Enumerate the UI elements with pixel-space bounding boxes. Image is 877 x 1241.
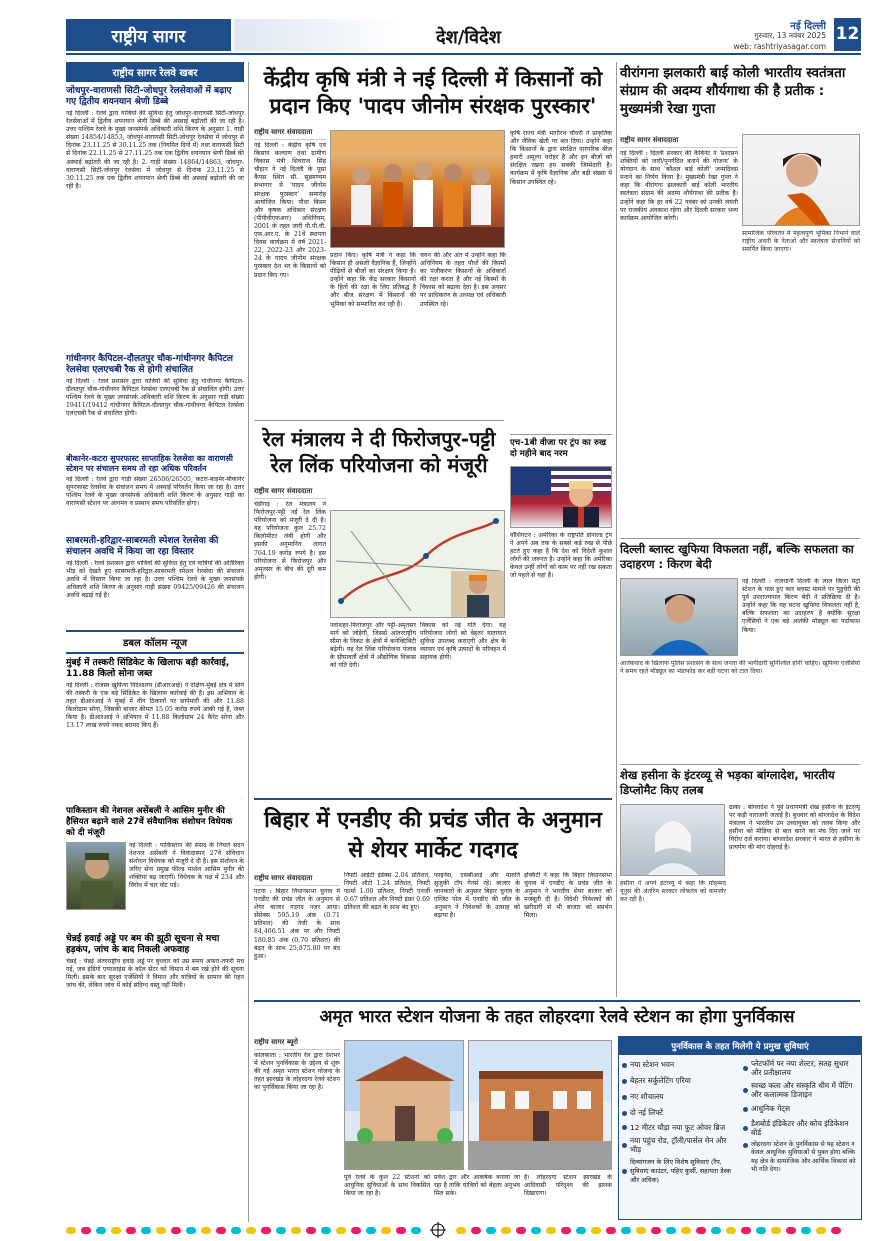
lead-story-bottom-rule	[254, 420, 504, 421]
date-label: गुरुवार, 13 नवंबर 2025	[754, 31, 826, 40]
kiran-bedi-col-bottom	[620, 660, 860, 760]
facility-item: 12 मीटर चौड़ा नया फुट ओवर ब्रिज	[622, 1121, 739, 1134]
gold-story-body: नई दिल्ली : राजस्व खुफिया निदेशालय (डीआरआई) ने दक्षिण-मुंबई क्षेत्र में सोने की तस्करी के एक बड़े सिंडिकेट के खिलाफ कार्रवाई की है। इस अभियान के तहत डीआरआई ने मुंबई में तीन ठिकानों पर छापेमारी की और 11.88 किलोग्राम सोना, जिसकी बाजार कीमत 15.05 करोड़ रुपये आंकी गई है, जब्त किया है। डीआरआई ने अभियान में 11.88 किलोग्राम 24 कैरेट सोना और 13.17 लाख रुपये नकद बरामद किए हैं।	[66, 682, 244, 730]
facility-item: आधुनिक गेट्स	[743, 1101, 858, 1117]
lead-story-col3	[420, 252, 506, 416]
amrit-story-body-col2: पूर्व रेलवे के कुल 22 स्टेशनों को आधुनिक सुविधाओं के साथ विकसित किया जा रहा है।	[344, 1174, 430, 1198]
hasina-headline: शेख हसीना के इंटरव्यू से भड़का बांग्लादेश, भारतीय डिप्लोमैट किए तलब	[620, 768, 835, 797]
amrit-story-body-col4: है। लोहरदगा स्टेशन झारखंड के आदिवासी परिदृश्य की झलक दिखाएगा।	[524, 1174, 612, 1198]
facilities-title: पुनर्विकास के तहत मिलेगी ये प्रमुख सुविधाएं	[619, 1037, 861, 1055]
asim-munir-photo	[66, 842, 126, 910]
facility-item: स्वच्छ कला और संस्कृति थीम में पेंटिंग और कलात्मक डिजाइन	[743, 1079, 858, 1101]
trump-photo	[510, 466, 612, 528]
bihar-top-rule	[254, 798, 612, 800]
masthead-pattern	[234, 19, 404, 51]
lead-story-byline: राष्ट्रीय सागर संवाददाता	[254, 126, 326, 140]
rail-story1-body: नई दिल्ली : रेलवे द्वारा यात्रियों की सुविधा हेतु जोधपुर-वाराणसी सिटी-जोधपुर रेलसेवाओं में द्वितीय शयनयान श्रेणी डिब्बे की अस्थाई बढ़ोतरी की जा रही है। उत्तर पश्चिम रेलवे के मुख्य जनसंपर्क अधिकारी शशि किरण के अनुसार 1. गाड़ी संख्या 14854/14853, जोधपुर-वाराणसी सिटी-जोधपुर रेलसेवा में जोधपुर से दिनांक 23.11.25 से 30.11.25 तक (नियमित दिनों में) तथा वाराणसी सिटी से दिनांक 22.11.25 से 27.11.25 तक एक द्वितीय शयनयान श्रेणी डिब्बे की अस्थाई बढ़ोतरी की जा रही है। 2. गाड़ी संख्या 14864/14863, जोधपुर-वाराणसी सिटी-जोधपुर रेलसेवा में जोधपुर से दिनांक 23.11.25 से 30.11.25 तक एक द्वितीय शयनयान श्रेणी डिब्बे की अस्थाई बढ़ोतरी की जा रही है।	[66, 110, 244, 190]
lohardaga-station-photo-1	[344, 1040, 464, 1170]
chennai-story-body: चेन्नई : चेन्नई अंतरराष्ट्रीय हवाई अड्डे पर बुधवार को उस समय अफरा-तफरी मच गई, जब इंडिगो एयरलाइंस के कॉल सेंटर को विमान में बम रखे होने की सूचना मिली। इसके बाद सुरक्षा एजेंसियों ने विमान और यात्रियों के सामान की गहन जांच की, लेकिन जांच में कोई संदिग्ध वस्तु नहीं मिली।	[66, 958, 244, 990]
bullet-icon	[622, 1063, 627, 1068]
amrit-story-col3	[434, 1174, 520, 1218]
lead-story-body-col1: नई दिल्ली : केंद्रीय कृषि एवं किसान कल्याण तथा ग्रामीण विकास मंत्री शिवराज सिंह चौहान ने नई दिल्ली के पूसा कैंपस स्थित सी. सुब्रमण्यम सभागार में 'पादप जीनोम संरक्षक पुरस्कार' समारोह आयोजित किया। पौधा किस्म और कृषक अधिकार संरक्षण (पीपीवीएफआर) अधिनियम, 2001 के तहत जारी पी.पी.वी. एफ.आर.ए. के 21वें स्थापना दिवस कार्यक्रम में वर्ष 2021-22, 2022-23 और 2023-24 के पादप जीनोम संरक्षक पुरस्कार देश भर के किसानों को प्रदान किए गए।	[254, 142, 326, 279]
amrit-story-body-col3: प्रवेश द्वार और आकर्षक बनाया जा रहा है ताकि यात्रियों को बेहतर अनुभव मिल सके।	[434, 1174, 520, 1198]
bihar-story-col4	[524, 872, 612, 994]
rail-story-col2	[330, 622, 416, 792]
facility-item: नए शौचालय	[622, 1089, 739, 1105]
rail-story-headline: रेल मंत्रालय ने दी फिरोजपुर-पट्टी रेल लिंक परियोजना को मंजूरी	[262, 427, 496, 477]
hasina-col-bottom	[620, 880, 726, 994]
facility-item: प्लेटफॉर्म पर नया शेल्टर, सतह सुधार और प्रतीक्षालय	[743, 1057, 858, 1079]
rail-story-col1	[254, 485, 326, 785]
lohardaga-station-photo-2	[468, 1040, 612, 1170]
bullet-icon	[622, 1079, 627, 1084]
hasina-col-right	[729, 804, 860, 994]
facilities-box	[618, 1036, 862, 1220]
amrit-story-byline: राष्ट्रीय सागर ब्यूरो	[254, 1036, 340, 1050]
lead-story-body-col4: कृषि राज्य मंत्री भागीरथ चौधरी ने प्राकृतिक और जैविक खेती पर बल दिया। उन्होंने कहा कि किसानों के द्वारा संरक्षित पारंपरिक बीज हमारी अमूल्य धरोहर हैं और इन बीजों को संरक्षित रखना हम सबकी जिम्मेदारी है। कार्यक्रम में कृषि वैज्ञानिक और बड़ी संख्या में किसान उपस्थित रहे।	[510, 130, 612, 186]
facilities-list-left	[622, 1057, 739, 1187]
column-divider-right	[616, 62, 617, 997]
jhalkari-body-continued: सामाजिक परिवर्तन में महत्वपूर्ण भूमिका निभाने वाले राष्ट्रीय अवनी के नेताओं और स्वतंत्रता सेनानियों को समर्पित किया जाएगा।	[742, 230, 860, 254]
station-building-icon	[469, 1041, 612, 1170]
bihar-story-byline: राष्ट्रीय सागर संवाददाता	[254, 872, 340, 886]
kiran-bedi-photo	[620, 578, 738, 656]
jhalkari-col-right	[742, 230, 860, 530]
amrit-story-headline: अमृत भारत स्टेशन योजना के तहत लोहरदगा रेलवे स्टेशन का होगा पुनर्विकास	[319, 1007, 795, 1027]
masthead-brand-block	[66, 19, 231, 51]
bullet-icon	[743, 1126, 748, 1131]
trump-top-rule	[510, 434, 612, 435]
column-divider-left	[248, 62, 249, 1222]
rail-story-body-col1: चंडीगढ़ : रेल मंत्रालय ने फिरोजपुर-पट्टी नई रेल लिंक परियोजना को मंजूरी दे दी है। यह परियोजना कुल 25.72 किलोमीटर लंबी होगी और इसकी अनुमानित लागत 764.19 करोड़ रुपये है। इस परियोजना से फिरोजपुर और अमृतसर के बीच की दूरी कम होगी।	[254, 501, 326, 581]
rail-story-body-col2: नवांशहर-फिरोजपुर और पट्टी-अमृतसर मार्ग को जोड़ेगी, जिससे आंतरराष्ट्रीय सीमा के निकट के क्षेत्रों में कनेक्टिविटी बढ़ेगी। यह रेल लिंक परियोजना पंजाब के सीमावर्ती क्षेत्रों में औद्योगिक विकास को गति देगी।	[330, 622, 416, 670]
pakistan-story-headline: पाकिस्तान की नेशनल असेंबली ने आसिम मुनीर की हैसियत बढ़ाने वाले 27वें संवैधानिक संशोधन विधेयक को दी मंजूरी	[66, 806, 233, 838]
bullet-icon	[743, 1088, 748, 1093]
jhalkari-byline: राष्ट्रीय सागर संवाददाता	[620, 134, 738, 148]
bihar-story-body-col4: इक्विटी ने कहा कि बिहार विधानसभा चुनाव में एनडीए के प्रचंड जीत के अनुमान ने भारतीय शेयर बाजार को मजबूती दी है। विदेशी निवेशकों की खरीदारी से भी बाजार को समर्थन मिला।	[524, 872, 612, 920]
jhalkari-col-left	[620, 134, 738, 534]
hasina-top-rule	[620, 764, 860, 765]
rail-story3-headline: बीकानेर-कटरा सुपरफास्ट साप्ताहिक रेलसेवा का वाराणसी स्टेशन पर संचालन समय तो रहा अधिक परिवर्तन	[66, 454, 233, 473]
lead-story-col1	[254, 126, 326, 416]
facility-item: लोहरदगा स्टेशन के पुनर्विकास से यह स्टेशन न केवल आधुनिक सुविधाओं से युक्त होगा बल्कि यह क्षेत्र के सामाजिक और आर्थिक विकास को भी गति देगा।	[743, 1139, 858, 1177]
lead-story-headline: केंद्रीय कृषि मंत्री ने नई दिल्ली में किसानों को प्रदान किए 'पादप जीनोम संरक्षक पुरस्कार'	[263, 67, 603, 118]
bihar-story-body-col2: निफ्टी आईटी इंडेक्स 2.04 प्रतिशत, निफ्टी ऑटो 1.24 प्रतिशत, निफ्टी फार्मा 1.00 प्रतिशत, निफ्टी एनर्जी 0.67 प्रतिशत और निफ्टी इंफ्रा 0.69 प्रतिशत की बढ़त के साथ बंद हुए।	[344, 872, 430, 912]
jhalkari-body: नई दिल्ली : दिल्ली सरकार की कैबिनेट ने 'प्रशासन शक्तियों को जारी/पुनर्गठित बनाने की योजना' के योगदान के साथ 'कौशल बाई कोली' जन्मदिवस मनाने का निर्णय किया है। मुख्यमंत्री रेखा गुप्ता ने कहा कि वीरांगना झलकारी बाई कोली भारतीय स्वतंत्रता संग्राम की अदम्य शौर्यगाथा की प्रतीक हैं। उन्होंने कहा कि हर वर्ष 22 नवंबर को उनकी जयंती पर राजकीय अवकाश रहेगा और दिल्ली सरकार भव्य कार्यक्रम आयोजित करेगी।	[620, 150, 738, 222]
rail-story4-body: नई दिल्ली : रेलवे प्रशासन द्वारा यात्रियों की सुविधा हेतु एवं यात्रियों की अतिरिक्त भीड़ को देखते हुए साबरमती-हरिद्वार-साबरमती स्पेशल रेलसेवा की संचालन अवधि में विस्तार किया जा रहा है। उत्तर पश्चिम रेलवे के मुख्य जनसंपर्क अधिकारी शशि किरण के अनुसार गाड़ी संख्या 09425/09426 की संचालन अवधि बढ़ाई गई है।	[66, 560, 244, 600]
kiran-bedi-body: नई दिल्ली : राजधानी दिल्ली के लाल किला मेट्रो स्टेशन के पास हुए कार ब्लास्ट मामले पर पुडुचेरी की पूर्व उपराज्यपाल किरण बेदी ने प्रतिक्रिया दी है। उन्होंने कहा कि यह घटना खुफिया विफलता नहीं है, बल्कि सफलता का उदाहरण है क्योंकि सुरक्षा एजेंसियों ने एक बड़े आतंकी मॉड्यूल का पर्दाफाश किया।	[742, 578, 860, 634]
section-title: देश/विदेश	[436, 27, 501, 48]
rail-story-byline: राष्ट्रीय सागर संवाददाता	[254, 485, 326, 499]
bullet-icon	[622, 1095, 627, 1100]
rail-story2-body: नई दिल्ली : रेलवे प्रशासन द्वारा यात्रियों की सुविधा हेतु गांधीनगर कैपिटल-दौलतपुर चौक-गांधीनगर कैपिटल रेलसेवा एलएचबी रैक से संचालित होगी। उत्तर पश्चिम रेलवे के मुख्य जनसंपर्क अधिकारी शशि किरण के अनुसार गाड़ी संख्या 19411/19412 गांधीनगर कैपिटल-दौलतपुर चौक-गांधीनगर कैपिटल रेलसेवा एलएचबी रैक से संचालित होगी।	[66, 378, 244, 418]
cross-register-icon	[430, 1222, 446, 1238]
facility-item: दो नई लिफ्टें	[622, 1105, 739, 1121]
route-map-icon	[331, 511, 505, 618]
gold-story-headline: मुंबई में तस्करी सिंडिकेट के खिलाफ बड़ी कार्रवाई, 11.88 किलो सोना जब्त	[66, 658, 230, 679]
trump-portrait-icon	[511, 467, 612, 528]
bullet-icon	[622, 1111, 627, 1116]
facility-item: नया स्टेशन भवन	[622, 1057, 739, 1073]
bullet-icon	[622, 1169, 627, 1174]
amrit-top-rule	[254, 1000, 860, 1002]
hasina-body: ढाका : बांग्लादेश ने पूर्व प्रधानमंत्री शेख हसीना के इंटरव्यू पर कड़ी नाराजगी जताई है। बुधवार को बांग्लादेश के विदेश मंत्रालय ने भारतीय उप उच्चायुक्त को तलब किया और हसीना को मीडिया से बात करने का मंच दिए जाने पर विरोध दर्ज कराया। बांग्लादेश सरकार ने भारत से हसीना के प्रत्यर्पण की मांग दोहराई है।	[729, 804, 860, 852]
bullet-icon	[743, 1066, 748, 1071]
chennai-story-headline: चेन्नई हवाई अड्डे पर बम की झूठी सूचना से मचा हड़कंप, जांच के बाद निकली अफवाह	[66, 934, 220, 955]
lead-story-col4	[510, 130, 612, 430]
double-column-header: डबल कॉलम न्यूज	[66, 630, 244, 654]
rail-story-col3	[420, 622, 506, 792]
amrit-story-col1	[254, 1036, 340, 1218]
lead-story-body-col2: प्रदान किए। कृषि मंत्री ने कहा कि किसान ही असली वैज्ञानिक हैं, जिन्होंने पीढ़ियों से बीजों का संरक्षण किया है। उन्होंने कहा कि केंद्र सरकार किसानों के हितों की रक्षा के लिए प्रतिबद्ध है और बीज संरक्षण में किसानों की भूमिका को सम्मानित कर रही है।	[330, 252, 416, 308]
portrait-silhouette-icon	[67, 843, 126, 910]
lead-story-col2	[330, 252, 416, 416]
bihar-story-headline: बिहार में एनडीए की प्रचंड जीत के अनुमान से शेयर मार्केट गदगद	[264, 808, 602, 863]
pakistan-story-body: नई दिल्ली : पाकिस्तान की संसद के निचले सदन नेशनल असेंबली ने विवादास्पद 27वें संविधान संशोधन विधेयक को मंजूरी दे दी है। इस संशोधन के जरिए सेना प्रमुख फील्ड मार्शल आसिम मुनीर की शक्तियां बढ़ जाएंगी। विधेयक के पक्ष में 234 और विरोध में चार वोट पड़े।	[129, 842, 244, 890]
rail-story2-headline: गांधीनगर कैपिटल-दौलतपुर चौक-गांधीनगर कैपिटल रेलसेवा एलएचबी रैक से होगी संचालित	[66, 354, 233, 375]
facility-item: नया पहुंच रोड, ट्रॉली/पार्सल मेन और भीड़	[622, 1134, 739, 1156]
bullet-icon	[622, 1125, 627, 1130]
rail-story4-headline: साबरमती-हरिद्वार-साबरमती स्पेशल रेलसेवा की संचालन अवधि में किया जा रहा विस्तार	[66, 536, 219, 557]
hasina-body-continued: हसीना ने अपने इंटरव्यू में कहा कि मोहम्मद यूनुस की अंतरिम सरकार लोकतंत्र को कमजोर कर रही है।	[620, 880, 726, 904]
kiran-bedi-headline: दिल्ली ब्लास्ट खुफिया विफलता नहीं, बल्कि सफलता का उदाहरण : किरण बेदी	[620, 542, 854, 571]
amrit-story-col4	[524, 1174, 612, 1218]
facility-item: बेहतर सर्कुलेटिंग एरिया	[622, 1073, 739, 1089]
bihar-story-body-col1: पटना : बिहार विधानसभा चुनाव में एनडीए की प्रचंड जीत के अनुमान से शेयर बाजार गदगद नजर आया। सेंसेक्स 595.19 अंक (0.71 प्रतिशत) की तेजी के साथ 84,466.51 अंक पर और निफ्टी 180.85 अंक (0.70 प्रतिशत) की बढ़त के साथ 25,875.80 पर बंद हुआ।	[254, 888, 340, 960]
website-label: web: rashtriyasagar.com	[733, 42, 826, 51]
facility-item: दिव्यांगजन के लिए विशेष सुविधाएं (रैंप, सुविधाएं काउंटर, पहिए कुर्सी, सहायता डेस्क और अधिक)	[622, 1156, 739, 1187]
bullet-icon	[743, 1143, 748, 1148]
rail-map-photo	[330, 510, 505, 618]
amrit-story-col2	[344, 1174, 430, 1218]
city-label: नई दिल्ली	[790, 21, 826, 32]
rail-story-body-col3: विकास को नई गति देगा। यह परियोजना लोगों को बेहतर यातायात सुविधा उपलब्ध कराएगी और क्षेत्र के व्यापार एवं कृषि उत्पादों के परिवहन में सहायक होगी।	[420, 622, 506, 662]
bihar-story-col1	[254, 872, 340, 994]
page-number: 12	[834, 18, 861, 51]
rekha-gupta-photo	[742, 134, 860, 226]
sheikh-hasina-portrait-icon	[621, 805, 725, 876]
kiran-bedi-portrait-icon	[621, 579, 738, 656]
amrit-story-body-col1: कोलकाता : भारतीय रेल द्वारा देशभर में स्टेशन पुनर्विकास के उद्देश्य से शुरू की गई अमृत भारत स्टेशन योजना के तहत झारखंड के लोहरदगा रेलवे स्टेशन का पुनर्विकास किया जा रहा है।	[254, 1052, 340, 1092]
facilities-list-right	[743, 1057, 858, 1187]
rekha-gupta-portrait-icon	[743, 135, 860, 226]
masthead	[66, 15, 861, 55]
bihar-story-body-col3: फाइनेंस, एसबीआई और मारुति सुजुकी टॉप गेनर्स रहे। बाजार के जानकारों के अनुसार बिहार चुनाव के एग्जिट पोल में एनडीए की जीत के अनुमान ने निवेशकों के उत्साह को बढ़ाया है।	[434, 872, 520, 920]
footer-color-strip-right	[456, 1226, 841, 1234]
facility-item: डैशबोर्ड इंडिकेटर और कोच इंडिकेशन बोर्ड	[743, 1117, 858, 1139]
paper-name: राष्ट्रीय सागर	[111, 26, 186, 47]
footer-color-strip-left	[66, 1226, 421, 1234]
left-column	[66, 62, 244, 1222]
jhalkari-headline: वीरांगना झलकारी बाई कोली भारतीय स्वतंत्रता संग्राम की अदम्य शौर्यगाथा की है प्रतीक : मुख्यमंत्री रेखा गुप्ता	[620, 65, 846, 117]
rail-story3-body: नई दिल्ली : रेलवे द्वारा गाड़ी संख्या 26506/26505, कटरा-बाड़मेर-बीकानेर सुपरफास्ट रेलसेवा के संचालन समय में अस्थाई परिवर्तन किया जा रहा है। उत्तर पश्चिम रेलवे के मुख्य जनसंपर्क अधिकारी शशि किरण के अनुसार गाड़ी का वाराणसी स्टेशन पर आगमन व प्रस्थान समय परिवर्तित होगा।	[66, 476, 244, 508]
trump-story-headline: एच-1बी वीजा पर ट्रंप का रुख दो महीने बाद नरम	[510, 438, 607, 459]
bullet-icon	[743, 1107, 748, 1112]
trump-story-body: वॉशिंगटन : अमेरिका के राष्ट्रपति डोनाल्ड ट्रंप ने अपने अब तक के सबसे कड़े रुख से पीछे हटते हुए कहा है कि देश को विदेशी कुशल लोगों की जरूरत है। उन्होंने कहा कि अमेरिका केवल उन्हीं लोगों को काम पर नहीं रख सकता जो पहले से यहां हैं।	[510, 532, 612, 580]
rail-news-header: राष्ट्रीय सागर रेलवे खबर	[66, 62, 244, 82]
station-rendering-icon	[345, 1041, 464, 1170]
kiran-bedi-body-continued: आतंकवाद के खिलाफ पुलिस प्रशासन के साथ जनता की भागीदारी सुनिश्चित होनी चाहिए। खुफिया एजेंसियों ने समय रहते मॉड्यूल का भंडाफोड़ कर बड़ी घटना को टाल दिया।	[620, 660, 860, 676]
agriculture-award-photo	[330, 130, 505, 248]
bullet-icon	[622, 1143, 627, 1148]
ceremony-group-icon	[331, 131, 505, 248]
kiran-top-rule	[620, 538, 860, 539]
bihar-story-col2	[344, 872, 430, 994]
bihar-story-col3	[434, 872, 520, 994]
lead-story-body-col3: चयन की और अंत में उन्होंने कहा कि अधिनियम के तहत पौधों की किस्मों का पंजीकरण किसानों के अधिकारों की रक्षा करता है और नई किस्मों के विकास को बढ़ावा देता है। इस अवसर पर प्राधिकरण के अध्यक्ष एवं अधिकारी उपस्थित रहे।	[420, 252, 506, 308]
trump-story-col	[510, 532, 612, 792]
rail-story1-headline: जोधपुर-वाराणसी सिटी-जोधपुर रेलसेवाओं में बढ़ाए गए द्वितीय शयनयान श्रेणी डिब्बे	[66, 86, 232, 107]
sheikh-hasina-photo	[620, 804, 725, 876]
